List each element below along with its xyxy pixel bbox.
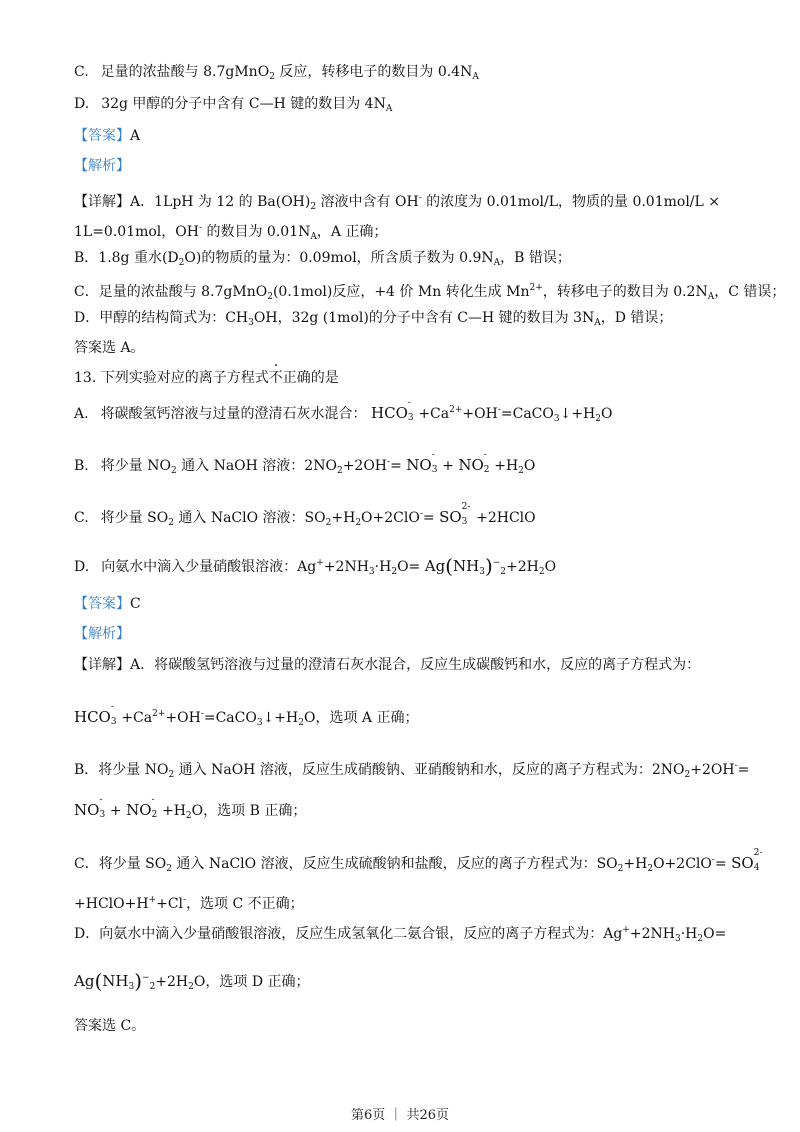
subscript: 2 [647, 864, 654, 874]
ion-charge: 2- [461, 502, 471, 512]
paren: ) [484, 554, 493, 578]
text: B．将少量 NO [74, 762, 169, 778]
text: (0.1mol)反应，+4 价 Mn 转化生成 Mn [272, 284, 530, 300]
bicarbonate-ion [371, 398, 414, 423]
text: +H [623, 856, 648, 872]
text: = [714, 856, 727, 872]
ion-base: HCO [371, 404, 408, 422]
text: D．甲醇的结构简式为：CH [74, 310, 249, 326]
ion-charge: - [151, 795, 155, 805]
superscript: + [622, 925, 630, 935]
diammine-silver-ion [74, 969, 156, 993]
superscript: - [387, 457, 391, 467]
subscript: 2 [391, 567, 398, 577]
ion-subscript: 3 [110, 717, 117, 727]
text: 的是 [310, 370, 339, 386]
option-label: C. [74, 64, 89, 80]
text: +Cl [156, 896, 184, 912]
paren: ) [134, 969, 143, 993]
detail-13-d [74, 920, 760, 949]
text: +2H [506, 559, 539, 575]
superscript: - [711, 855, 715, 865]
conclusion-line-13 [74, 1016, 760, 1036]
subscript: 2 [325, 518, 332, 528]
detail-13-a-eq [74, 704, 760, 733]
subscript: 2 [269, 72, 275, 82]
ion-charge: - [483, 450, 487, 460]
question-13-option-d [74, 553, 760, 582]
question-13-option-b [74, 452, 760, 481]
superscript: - [200, 709, 204, 719]
detail-line-b [74, 248, 760, 273]
text: +H [494, 458, 519, 474]
emphasis-chars: 不正确 [268, 370, 311, 386]
text: +2OH [342, 458, 388, 474]
detail-13-b-eq [74, 795, 760, 826]
detail-13-c [74, 848, 763, 879]
text: 答案选 A。 [74, 340, 145, 356]
text: 溶液中含有 OH [316, 194, 419, 210]
ion-base: HCO [74, 708, 111, 726]
ion-base: NO [126, 801, 152, 819]
text: O= [703, 926, 727, 942]
ion-base: Ag [424, 557, 446, 575]
ion-charge: − [142, 973, 150, 983]
text: O，选项 A 正确； [303, 710, 419, 726]
text: 足量的浓盐酸与 8.7gMnO [100, 64, 270, 80]
analysis-line-13 [74, 624, 760, 644]
text: ，A 正确； [316, 224, 388, 240]
text: +2HClO [476, 510, 536, 526]
option-label: B. [74, 458, 89, 474]
option-label: A. [74, 406, 89, 422]
text: O，选项 B 正确； [191, 803, 307, 819]
subscript: 2 [166, 864, 172, 874]
nitrate-ion [406, 450, 438, 475]
superscript: - [198, 223, 203, 233]
option-d-line [74, 94, 760, 119]
option-c-line [74, 62, 760, 87]
paren: ( [445, 554, 453, 578]
text: 通入 NaOH 溶液，反应生成硝酸钠、亚硝酸钠和水，反应的离子方程式为：2NO [174, 762, 685, 778]
text: = [422, 510, 435, 526]
text: 将少量 NO [100, 458, 171, 474]
subscript: 2 [500, 567, 507, 577]
text: 反应，转移电子的数目为 0.4N [274, 64, 473, 80]
subscript: 3 [256, 718, 263, 728]
subscript: 2 [149, 982, 156, 992]
ion-charge: - [99, 795, 103, 805]
text: 1L=0.01mol，OH [74, 224, 199, 240]
text: O [544, 559, 557, 575]
ion-charge: - [110, 702, 114, 712]
subscript: 2 [298, 718, 304, 728]
subscript: 3 [128, 982, 135, 992]
text: + [442, 458, 454, 474]
subscript: 2 [188, 982, 194, 992]
ion-base: Ag [74, 972, 95, 990]
ion-base: NO [406, 456, 432, 474]
superscript: - [419, 509, 423, 519]
text: 通入 NaClO 溶液：SO [173, 510, 326, 526]
detail-line-c [74, 278, 786, 307]
ion-subscript: 4 [753, 863, 760, 873]
ion-subscript: 3 [431, 465, 438, 475]
subscript: A [707, 292, 715, 302]
ion-base: SO [439, 508, 462, 526]
text: +HClO+H [74, 896, 149, 912]
text: 通入 NaOH 溶液：2NO [176, 458, 337, 474]
sulfate-ion [731, 848, 763, 873]
text: O [601, 406, 613, 422]
text: ·H [374, 559, 392, 575]
superscript: - [183, 895, 187, 905]
text: O，选项 D 正确； [193, 974, 310, 990]
text: ，C 错误； [714, 284, 786, 300]
answer-value: C [130, 596, 141, 612]
superscript: 2+ [152, 709, 166, 719]
text: 答案选 C。 [74, 1018, 146, 1034]
answer-value: A [130, 128, 141, 144]
sulfite-ion [439, 502, 471, 527]
detail-tag: 【详解】 [74, 194, 130, 210]
subscript: 2 [310, 202, 317, 212]
detail-13-c-eq [74, 890, 760, 914]
text: O+2ClO [653, 856, 712, 872]
subscript: 3 [368, 567, 375, 577]
subscript: 2 [336, 466, 343, 476]
nitrite-ion [126, 795, 158, 820]
bicarbonate-ion [74, 702, 117, 727]
text: + [109, 803, 122, 819]
text: ↓+H [559, 406, 596, 422]
answer-tag: 【答案】 [74, 128, 130, 144]
text: 的数目为 0.01N [202, 224, 311, 240]
option-label: D. [74, 559, 90, 575]
subscript: A [310, 232, 317, 242]
detail-line-a2 [74, 218, 760, 247]
detail-13-b [74, 756, 760, 785]
subscript: 2 [518, 466, 524, 476]
subscript: 2 [595, 414, 601, 424]
text: O+2ClO [361, 510, 420, 526]
superscript: - [497, 405, 501, 415]
text: +Ca [418, 406, 450, 422]
question-13-option-a [74, 400, 760, 429]
text: 将碳酸氢钙溶液与过量的澄清石灰水混合： [100, 406, 367, 422]
ion-charge: - [407, 398, 411, 408]
ion-charge: − [492, 558, 501, 568]
superscript: - [418, 193, 422, 203]
superscript: + [316, 558, 324, 568]
analysis-tag: 【解析】 [74, 158, 130, 174]
text: A．1LpH 为 12 的 Ba(OH) [130, 194, 311, 210]
analysis-tag: 【解析】 [74, 626, 130, 642]
emphasis-text [269, 370, 311, 386]
text: 的浓度为 0.01mol/L，物质的量 0.01mol/L × [421, 194, 720, 210]
text: B．1.8g 重水(D [74, 250, 179, 266]
text: O= [397, 559, 421, 575]
subscript: 3 [674, 934, 681, 944]
text: 将少量 SO [100, 510, 169, 526]
text: ，转移电子的数目为 0.2N [542, 284, 708, 300]
text: +OH [165, 710, 201, 726]
text: = [390, 458, 402, 474]
text: +2NH [323, 559, 369, 575]
subscript: 3 [553, 414, 560, 424]
ion-subscript: 2 [483, 465, 490, 475]
diammine-silver-ion [424, 554, 507, 578]
text: ，选项 C 不正确； [186, 896, 304, 912]
subscript: 2 [538, 567, 545, 577]
ligand: NH [452, 557, 480, 575]
answer-tag: 【答案】 [74, 596, 130, 612]
text: =CaCO [203, 710, 257, 726]
detail-13-a [74, 655, 760, 675]
text: 13. 下列实验对应的离子方程式 [74, 370, 269, 386]
detail-13-d-eq [74, 968, 760, 997]
question-13-stem [74, 368, 760, 388]
ion-subscript: 3 [99, 810, 106, 820]
subscript: 2 [617, 864, 624, 874]
conclusion-line [74, 338, 760, 358]
ion-base: NO [74, 801, 100, 819]
subscript: 2 [170, 466, 177, 476]
text: +H [331, 510, 356, 526]
ion-subscript: 3 [461, 517, 468, 527]
text: ↓+H [262, 710, 299, 726]
text: +H [161, 803, 186, 819]
ion-base: SO [731, 854, 754, 872]
text: O [523, 458, 536, 474]
subscript: 2 [168, 770, 175, 780]
subscript: 3 [248, 318, 254, 328]
text: C．足量的浓盐酸与 8.7gMnO [74, 284, 268, 300]
text: 向氨水中滴入少量硝酸银溶液：Ag [101, 559, 317, 575]
text: +2H [155, 974, 189, 990]
nitrite-ion [458, 450, 490, 475]
superscript: + [148, 895, 157, 905]
text: O)的物质的量为：0.09mol，所含质子数为 0.9N [184, 250, 494, 266]
text: =CaCO [500, 406, 554, 422]
text: +Ca [121, 710, 153, 726]
text: D．向氨水中滴入少量硝酸银溶液，反应生成氢氧化二氨合银，反应的离子方程式为：Ag [74, 926, 623, 942]
text: ，B 错误； [500, 250, 571, 266]
subscript: 2 [178, 258, 185, 268]
text: OH，32g (1mol)的分子中含有 C—H 键的数目为 3N [253, 310, 595, 326]
text: 32g 甲醇的分子中含有 C—H 键的数目为 4N [101, 96, 386, 112]
text: +2OH [690, 762, 735, 778]
subscript: 2 [697, 934, 704, 944]
detail-line-a [74, 188, 760, 217]
subscript: 3 [479, 567, 485, 577]
text: 通入 NaClO 溶液，反应生成硫酸钠和盐酸，反应的离子方程式为：SO [171, 856, 618, 872]
text: +2NH [629, 926, 675, 942]
superscript: - [734, 761, 738, 771]
subscript: A [385, 104, 393, 114]
detail-tag: 【详解】 [74, 657, 130, 673]
subscript: 2 [684, 770, 691, 780]
text: A．将碳酸氢钙溶液与过量的澄清石灰水混合，反应生成碳酸钙和水，反应的离子方程式为： [130, 657, 701, 673]
text: = [737, 762, 750, 778]
text: ·H [680, 926, 698, 942]
text: C．将少量 SO [74, 856, 167, 872]
option-label: D. [74, 96, 90, 112]
ion-subscript: 3 [407, 413, 414, 423]
analysis-line [74, 156, 760, 176]
answer-line-13 [74, 594, 760, 614]
subscript: 2 [185, 811, 192, 821]
subscript: A [493, 258, 501, 268]
ion-charge: 2- [753, 848, 763, 858]
question-13-option-c [74, 504, 760, 533]
option-label: C. [74, 510, 89, 526]
subscript: 2 [168, 518, 174, 528]
subscript: 2 [355, 518, 362, 528]
subscript: A [594, 318, 601, 328]
answer-line [74, 126, 760, 146]
text: ，D 错误； [600, 310, 673, 326]
subscript: 2 [267, 292, 273, 302]
nitrate-ion [74, 795, 106, 820]
page-footer: 第6页 ｜ 共26页 [350, 1108, 450, 1123]
detail-line-d [74, 308, 760, 333]
ion-charge: - [431, 450, 435, 460]
superscript: 2+ [449, 405, 463, 415]
ion-subscript: 2 [151, 810, 158, 820]
subscript: A [472, 72, 479, 82]
superscript: 2+ [529, 283, 543, 293]
paren: ( [94, 969, 103, 993]
ion-base: NO [458, 456, 484, 474]
ligand: NH [102, 972, 129, 990]
text: +OH [462, 406, 498, 422]
